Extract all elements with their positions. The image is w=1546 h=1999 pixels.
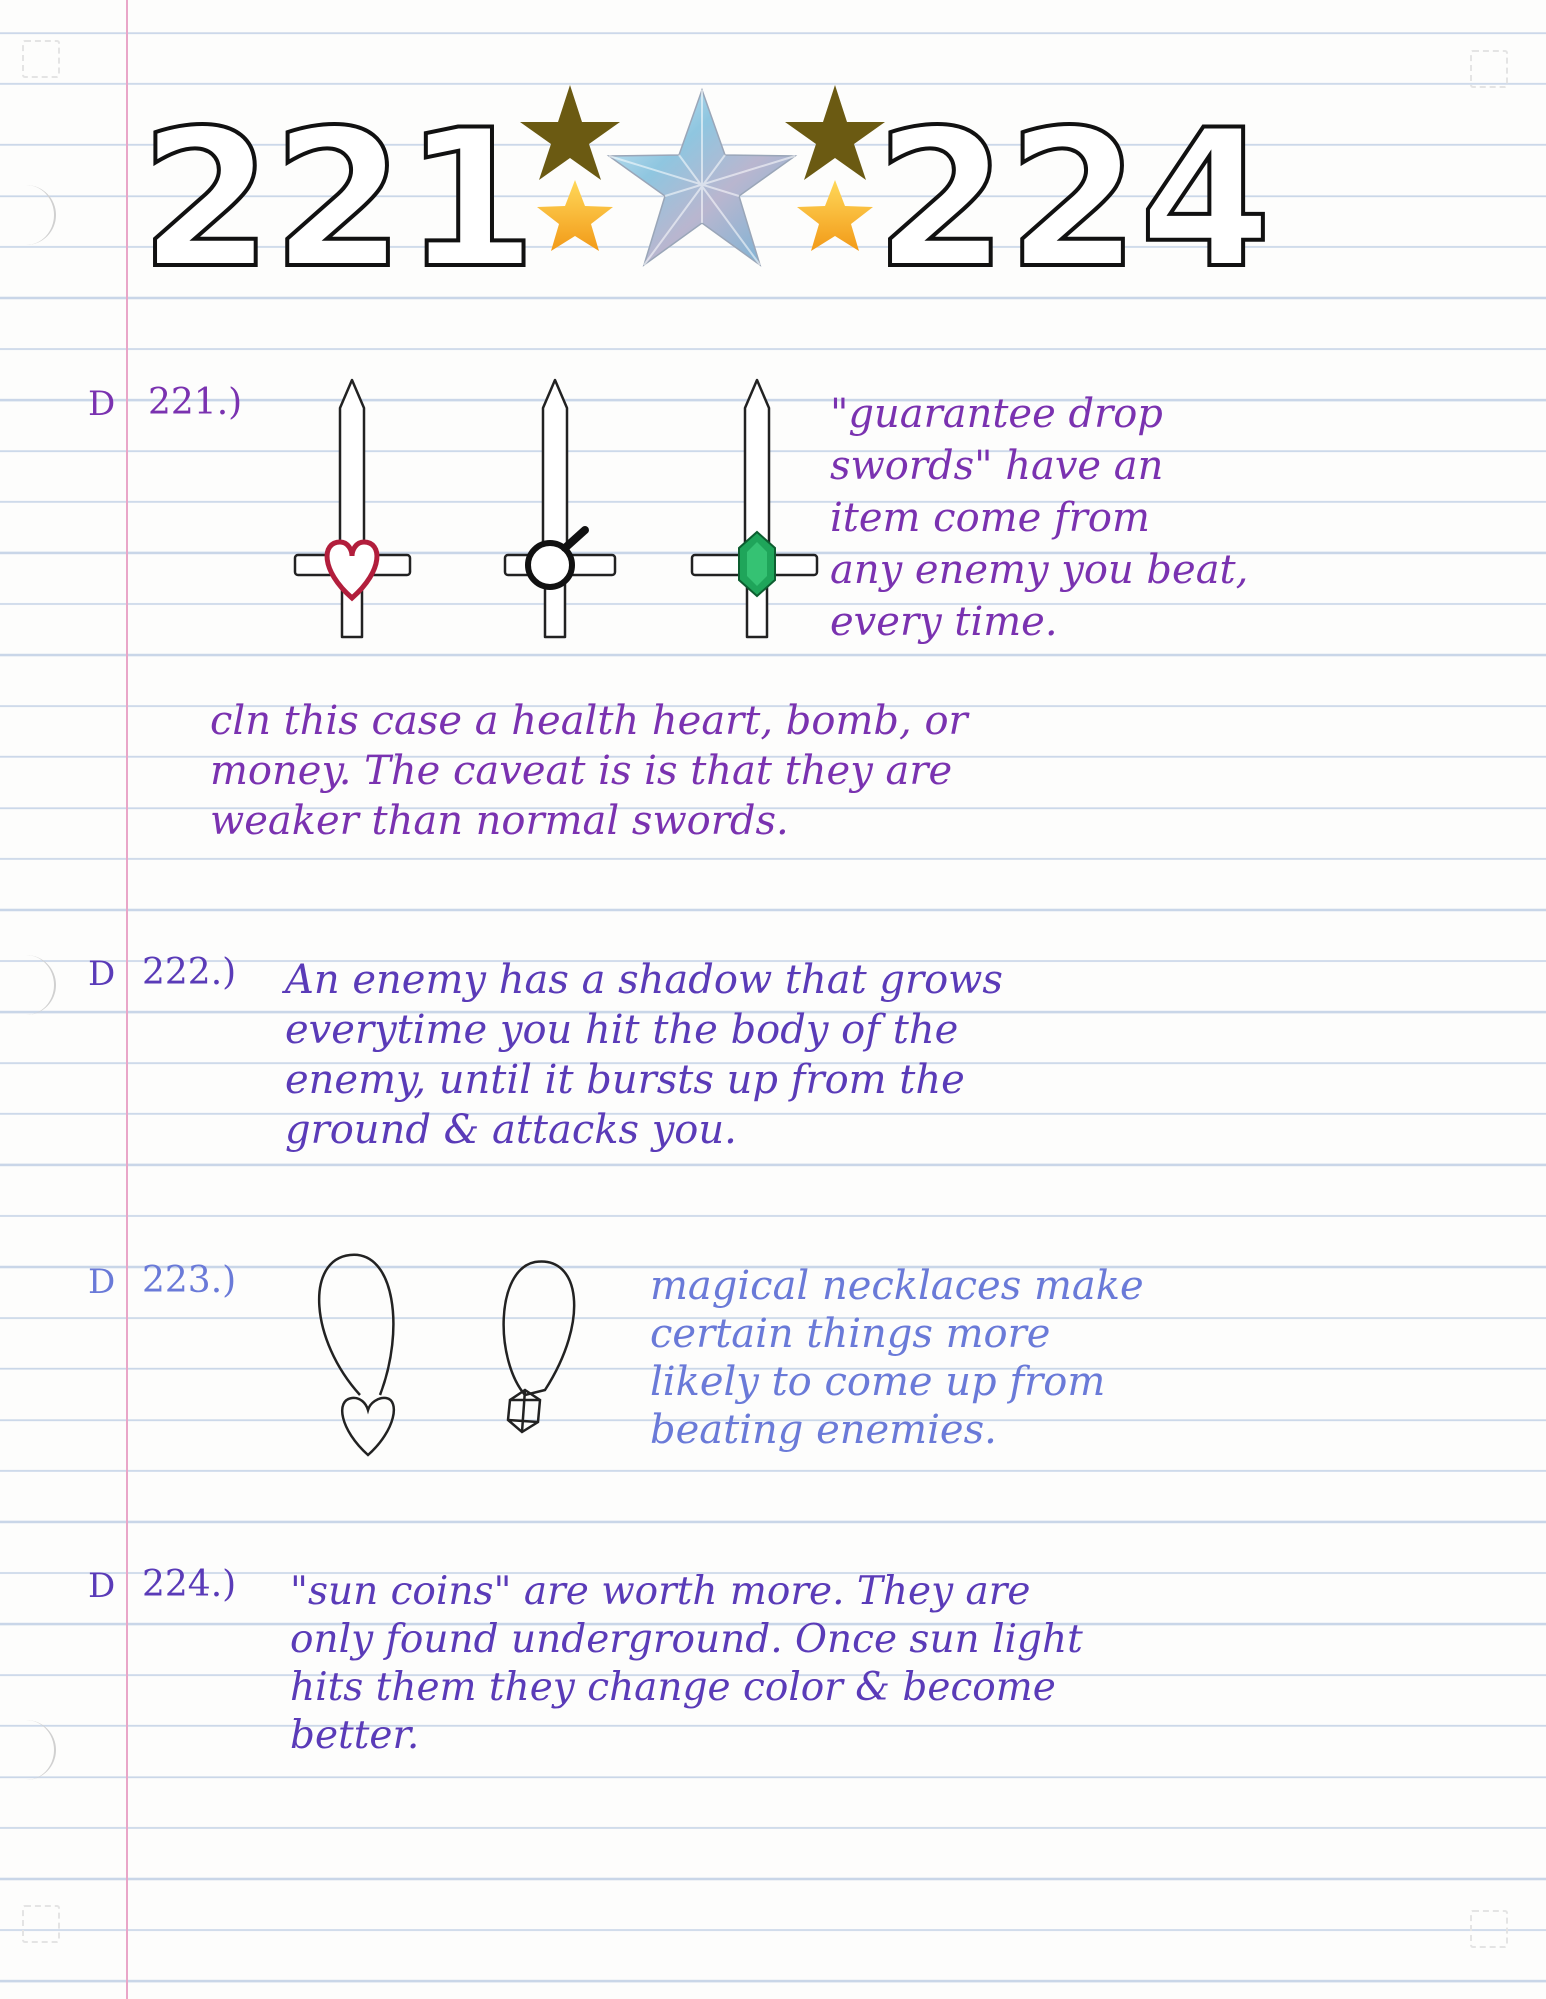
entry-222-text: An enemy has a shadow that grows everytime you hit the body of the enemy, until it bursts up from the ground & attacks you. [285, 957, 1003, 1153]
corner-mark-bl [22, 1905, 60, 1943]
crystal-pendant-icon [508, 1390, 540, 1432]
entry-number: 223.) [142, 1260, 237, 1301]
corner-mark-tr [1470, 50, 1508, 88]
entry-marker: D [88, 384, 116, 424]
entry-number: 221.) [148, 382, 243, 423]
necklace-drawings [300, 1250, 620, 1470]
entry-221-quote: "guarantee drop swords" have an item come from any enemy you beat, every time. [830, 391, 1249, 645]
corner-mark-br [1470, 1910, 1508, 1948]
entry-221-text: cln this case a health heart, bomb, or money. The caveat is is that they are weaker than normal swords. [210, 698, 968, 844]
gold-star-icon [785, 85, 885, 180]
title-right: 224 [875, 89, 1272, 290]
heart-gem-icon [327, 542, 377, 598]
sword-drawings [280, 370, 840, 670]
header-title [130, 70, 1330, 290]
punch-hole-bottom [20, 1720, 56, 1780]
corner-mark-tl [22, 40, 60, 78]
entry-224-text: "sun coins" are worth more. They are only found underground. Once sun light hits them they change color & become better. [290, 1569, 1083, 1758]
entry-marker: D [88, 954, 116, 994]
title-left: 221 [140, 89, 537, 290]
entry-marker: D [88, 1566, 116, 1606]
entry-number: 224.) [142, 1564, 237, 1605]
entry-number: 222.) [142, 952, 237, 993]
heart-pendant-icon [342, 1398, 394, 1455]
yellow-star-icon [797, 180, 873, 251]
entry-223-text: magical necklaces make certain things more likely to come up from beating enemies. [650, 1263, 1144, 1453]
punch-hole-middle [20, 955, 56, 1015]
punch-hole-top [20, 185, 56, 245]
margin-line [126, 0, 128, 1999]
yellow-star-icon [537, 180, 613, 251]
entry-marker: D [88, 1262, 116, 1302]
